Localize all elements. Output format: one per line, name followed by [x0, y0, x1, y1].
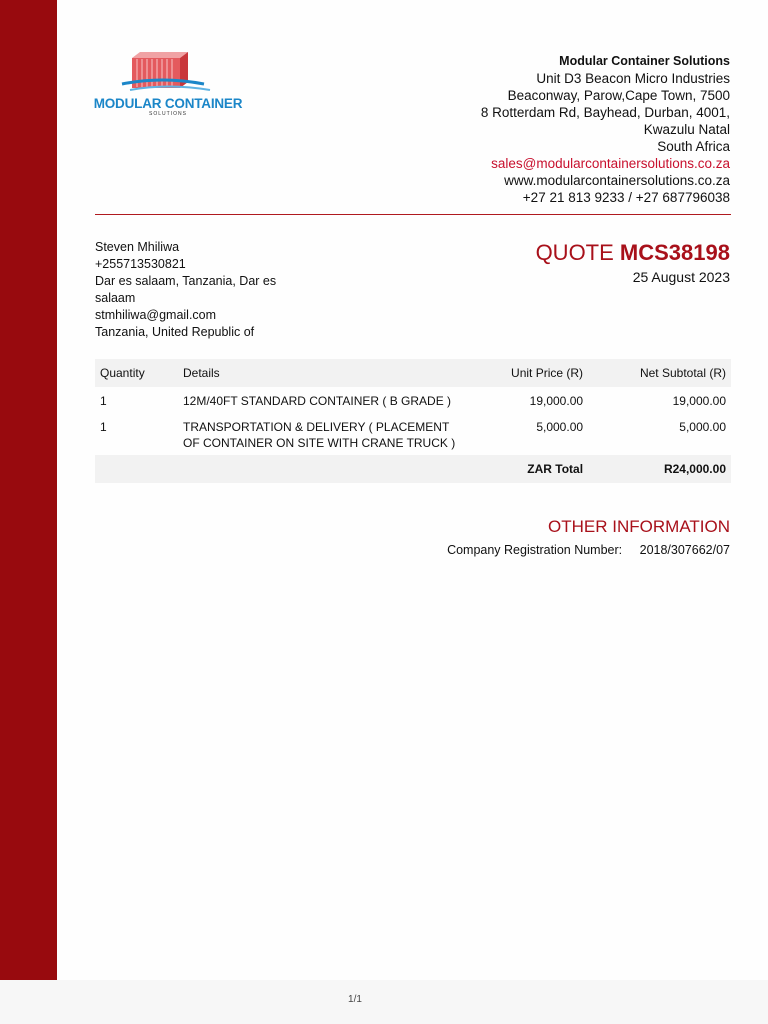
row-details: 12M/40FT STANDARD CONTAINER ( B GRADE ): [183, 394, 452, 408]
total-label: ZAR Total: [466, 455, 588, 483]
row-quantity: 1: [100, 420, 107, 434]
company-email-link[interactable]: sales@modularcontainersolutions.co.za: [491, 156, 730, 171]
total-empty-cell: [95, 455, 178, 483]
client-email: stmhiliwa@gmail.com: [95, 308, 217, 322]
client-country: Tanzania, United Republic of: [95, 325, 255, 339]
quote-date: 25 August 2023: [632, 269, 730, 285]
line-items-table: [95, 359, 731, 483]
page-sidebar-band: [0, 0, 57, 980]
column-header-unit-price: Unit Price (R): [466, 359, 588, 387]
quote-heading: [536, 240, 730, 285]
row-net-subtotal: 5,000.00: [679, 420, 726, 434]
client-address: Dar es salaam, Tanzania, Dar es salaam: [95, 274, 277, 305]
quote-number: MCS38198: [619, 240, 730, 265]
column-header-net-subtotal: Net Subtotal (R): [588, 359, 731, 387]
table-row: [95, 413, 731, 455]
table-row: [95, 387, 731, 413]
company-address-line: Unit D3 Beacon Micro Industries: [536, 71, 730, 86]
company-address-line: 8 Rotterdam Rd, Bayhead, Durban, 4001,: [480, 105, 730, 120]
registration-label: Company Registration Number:: [447, 543, 623, 557]
client-phone: +255713530821: [95, 257, 186, 271]
logo-wordmark: MODULAR CONTAINER: [93, 96, 243, 111]
row-unit-price: 5,000.00: [536, 420, 584, 434]
other-information-heading: OTHER INFORMATION: [548, 517, 730, 536]
quote-title: [536, 240, 730, 266]
row-details: TRANSPORTATION & DELIVERY ( PLACEMENT OF CONTAINER ON SITE WITH CRANE TRUCK ): [183, 420, 456, 450]
logo-subtitle: SOLUTIONS: [149, 111, 187, 117]
client-address-block: [95, 239, 305, 341]
row-net-subtotal: 19,000.00: [672, 394, 726, 408]
company-phones: +27 21 813 9233 / +27 687796038: [522, 190, 730, 205]
company-address-line: Kwazulu Natal: [643, 122, 730, 137]
column-header-quantity: Quantity: [95, 359, 178, 387]
client-name: Steven Mhiliwa: [95, 240, 180, 254]
header-divider: [95, 214, 731, 215]
registration-line: [447, 543, 730, 557]
company-address-line: South Africa: [657, 139, 730, 154]
company-address-block: [481, 53, 730, 206]
total-empty-cell: [178, 455, 466, 483]
total-value: R24,000.00: [588, 455, 731, 483]
container-logo-icon: [92, 50, 244, 96]
company-website-link[interactable]: www.modularcontainersolutions.co.za: [504, 173, 730, 188]
company-address-line: Beaconway, Parow,Cape Town, 7500: [507, 88, 730, 103]
company-logo: [92, 50, 244, 122]
page-number: 1/1: [348, 994, 362, 1005]
row-quantity: 1: [100, 394, 107, 408]
registration-value: 2018/307662/07: [639, 543, 730, 557]
table-total-row: [95, 455, 731, 483]
quote-label: QUOTE: [535, 240, 614, 265]
column-header-details: Details: [178, 359, 466, 387]
table-header-row: [95, 359, 731, 387]
row-unit-price: 19,000.00: [529, 394, 584, 408]
company-name: Modular Container Solutions: [559, 54, 730, 68]
